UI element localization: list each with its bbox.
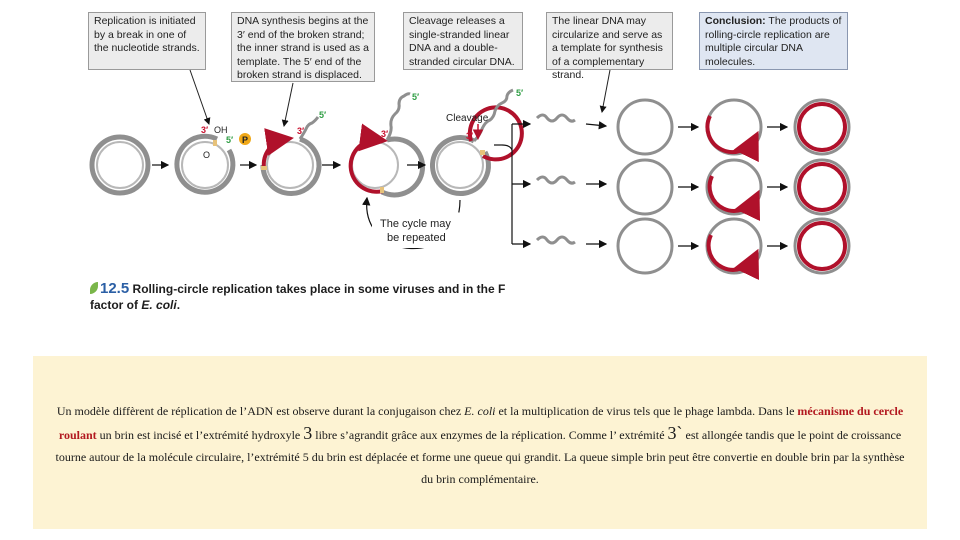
ss-circle-1 [618,100,672,154]
label-o: O [203,150,211,160]
callout-bold: Conclusion: [705,15,766,27]
caption-organism: E. coli [141,298,177,312]
callout-text: The products of rolling-circle replication are multiple circular DNA molecules. [705,15,842,68]
note-text-4: libre s’agrandit grâce aux enzymes de la réplication. Comme l’ extrémité [312,428,668,442]
dna-circle-nicked [177,136,233,192]
product-circle-3 [795,219,849,273]
dna-circle-cleavage [432,88,524,194]
note-text-5: est allongée tandis que le point de croissance tourne autour de la molécule circulaire, l’extrémité 5 du brin est déplacée et forme une queue qui grandit. La queue simple brin peut être convertie en double brin par la synthèse du brin complémentaire. [55,428,905,486]
linear-strand-1 [537,115,575,121]
label-5prime: 5′ [516,88,524,98]
label-5prime: 5′ [226,135,234,145]
branch-brace [494,124,530,244]
synthesis-circles [707,100,761,273]
note-text-2: et la multiplication de virus tels que le phage lambda. Dans le [495,404,795,418]
label-3prime: 3′ [297,126,305,136]
callout-text: Replication is initiated by a break in one of the nucleotide strands. [94,15,200,54]
linear-strand-2 [537,177,575,183]
label-cleavage: Cleavage [446,113,489,124]
product-circles [795,100,849,273]
linear-strand-3 [537,237,575,243]
callout-text: Cleavage releases a single-stranded linear DNA and a double-stranded circular DNA. [409,15,515,68]
note-three: 3 [303,423,313,443]
label-5prime: 5′ [319,110,327,120]
callout-text: The linear DNA may circularize and serve as a template for synthesis of a complementary strand. [552,15,663,81]
dna-circle-synthesis [261,117,319,194]
dna-circle-displacement [351,94,423,195]
ss-circle-2 [618,160,672,214]
product-circle-1 [795,100,849,154]
arrows-to-products [767,127,787,246]
figure-caption [90,281,530,313]
linear-strands [537,115,575,243]
note-term: mécanisme du cercle roulant [58,404,904,442]
label-oh: OH [214,125,228,135]
arrows-to-synthesis [678,127,698,246]
label-3prime: 3′ [466,131,474,141]
explanation-note [33,356,927,529]
note-three-b: 3` [667,423,683,443]
arrows-to-circularize [586,124,606,244]
callout-text: DNA synthesis begins at the 3′ end of the broken strand; the inner strand is used as a template. The 5′ end of the broken strand is displaced. [237,15,369,81]
product-circle-2 [795,160,849,214]
figure-number: 12.5 [100,280,130,297]
note-text-1: Un modèle diffèrent de réplication de l’ADN est observe durant la conjugaison chez [56,404,465,418]
note-text-3: un brin est incisé et l’extrémité hydroxyle [96,428,304,442]
dna-circle-intact [92,137,148,193]
pointer-synthesis [284,83,293,126]
pointer-circularize [602,70,610,112]
note-ecoli: E. coli [464,404,496,418]
leaf-icon [90,282,98,294]
cycle-note-line1: The cycle may [380,218,451,230]
caption-text: Rolling-circle replication takes place in some viruses and in the F factor of [90,282,506,312]
label-p: P [242,135,249,145]
pointer-initiation [190,70,209,124]
label-5prime: 5′ [412,92,420,102]
cycle-note-line2: be repeated [387,232,446,244]
ss-circles [618,100,672,273]
caption-end: . [176,298,181,312]
label-3prime: 3′ [201,125,209,135]
ss-circle-3 [618,219,672,273]
label-3prime: 3′ [381,129,389,139]
